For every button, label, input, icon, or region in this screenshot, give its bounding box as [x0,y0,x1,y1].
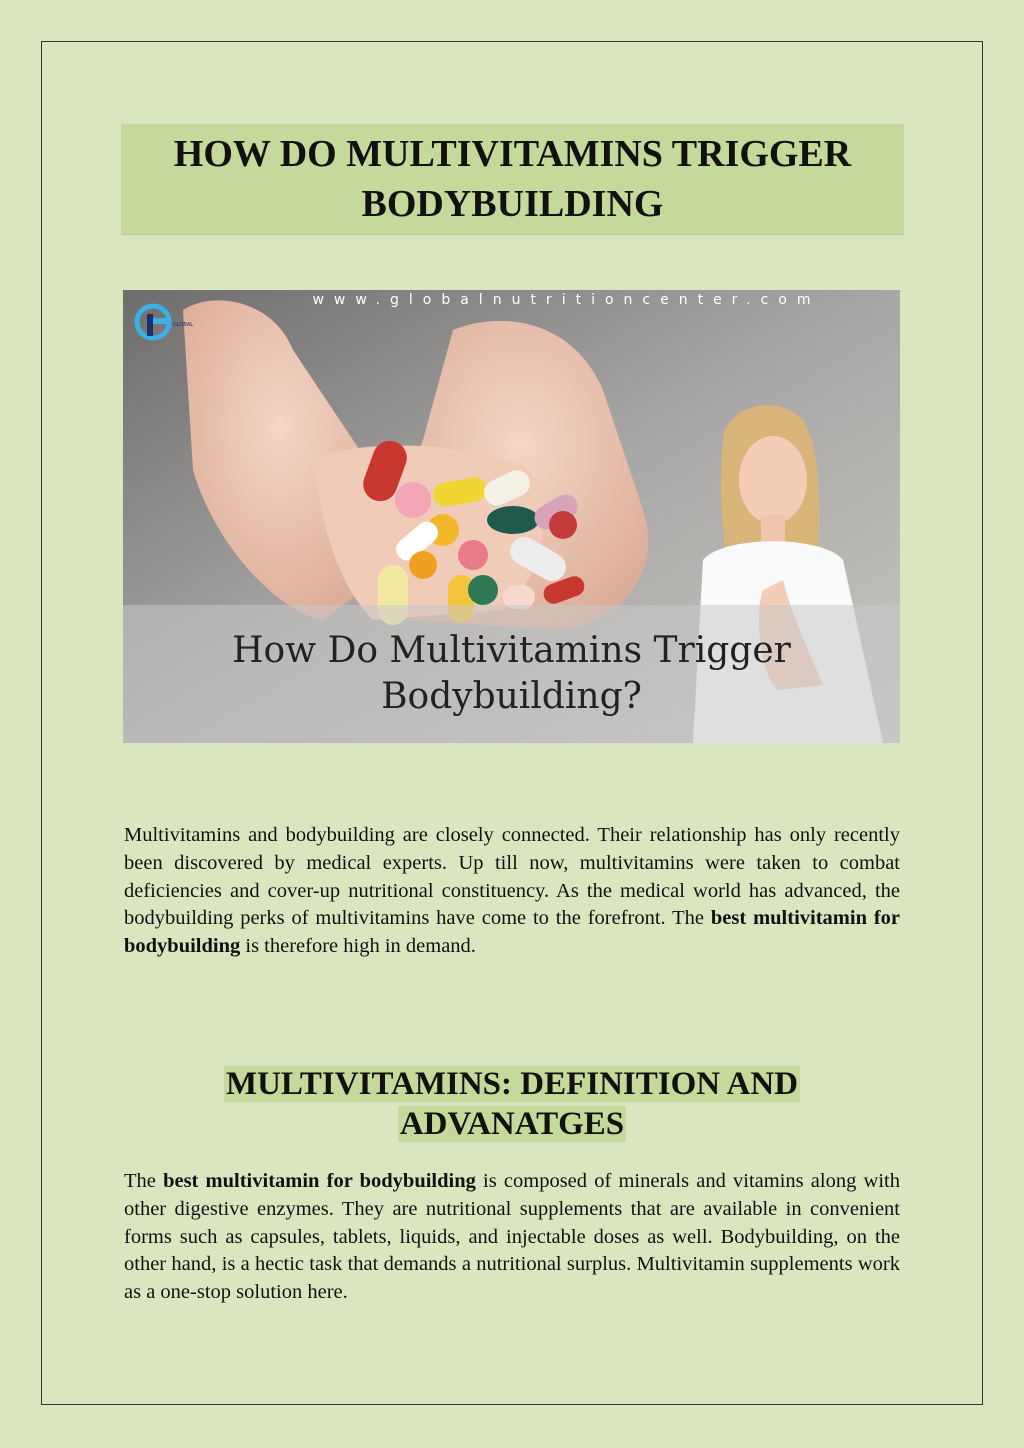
intro-paragraph-bold: best multivitamin for bodybuilding [124,907,901,958]
hero-image [123,290,900,743]
hero-caption-line-2: Bodybuilding? [381,676,642,717]
website-url: www.globalnutritioncenter.com [312,292,821,308]
title-line-1: HOW DO MULTIVITAMINS TRIGGER [173,133,852,175]
hero-caption-line-1: How Do Multivitamins Trigger [232,630,791,671]
definition-paragraph-text-2: is composed of minerals and vitamins along with other digestive enzymes. They are nutritional supplements that are available in convenient forms such as capsules, tablets, liquids, and injectable doses as well. Bodybuilding, on the other hand, is a hectic task that demands a nutritional surplus. Multivitamin supplements work as a one-stop solution here. [124,1170,900,1304]
section-heading [124,1064,900,1144]
definition-paragraph [124,1168,900,1307]
title-banner [121,124,904,235]
title-line-2: BODYBUILDING [361,183,664,225]
section-heading-line-2: ADVANATGES [399,1106,625,1142]
page-title [174,129,851,229]
intro-paragraph-text-2: is therefore high in demand. [240,935,476,958]
hero-caption [123,605,900,743]
intro-paragraph-text-1: Multivitamins and bodybuilding are closely connected. Their relationship has only recently been discovered by medical experts. Up till now, multivitamins were taken to combat deficiencies and cover-up nutritional constituency. As the medical world has advanced, the bodybuilding perks of multivitamins have come to the forefront. The [124,824,900,930]
intro-paragraph [124,822,900,961]
definition-paragraph-text-1: The [124,1170,164,1192]
svg-text:GLOBAL: GLOBAL [173,322,194,328]
definition-paragraph-bold: best multivitamin for bodybuilding [163,1170,476,1192]
section-heading-line-1: MULTIVITAMINS: DEFINITION AND [225,1066,799,1102]
